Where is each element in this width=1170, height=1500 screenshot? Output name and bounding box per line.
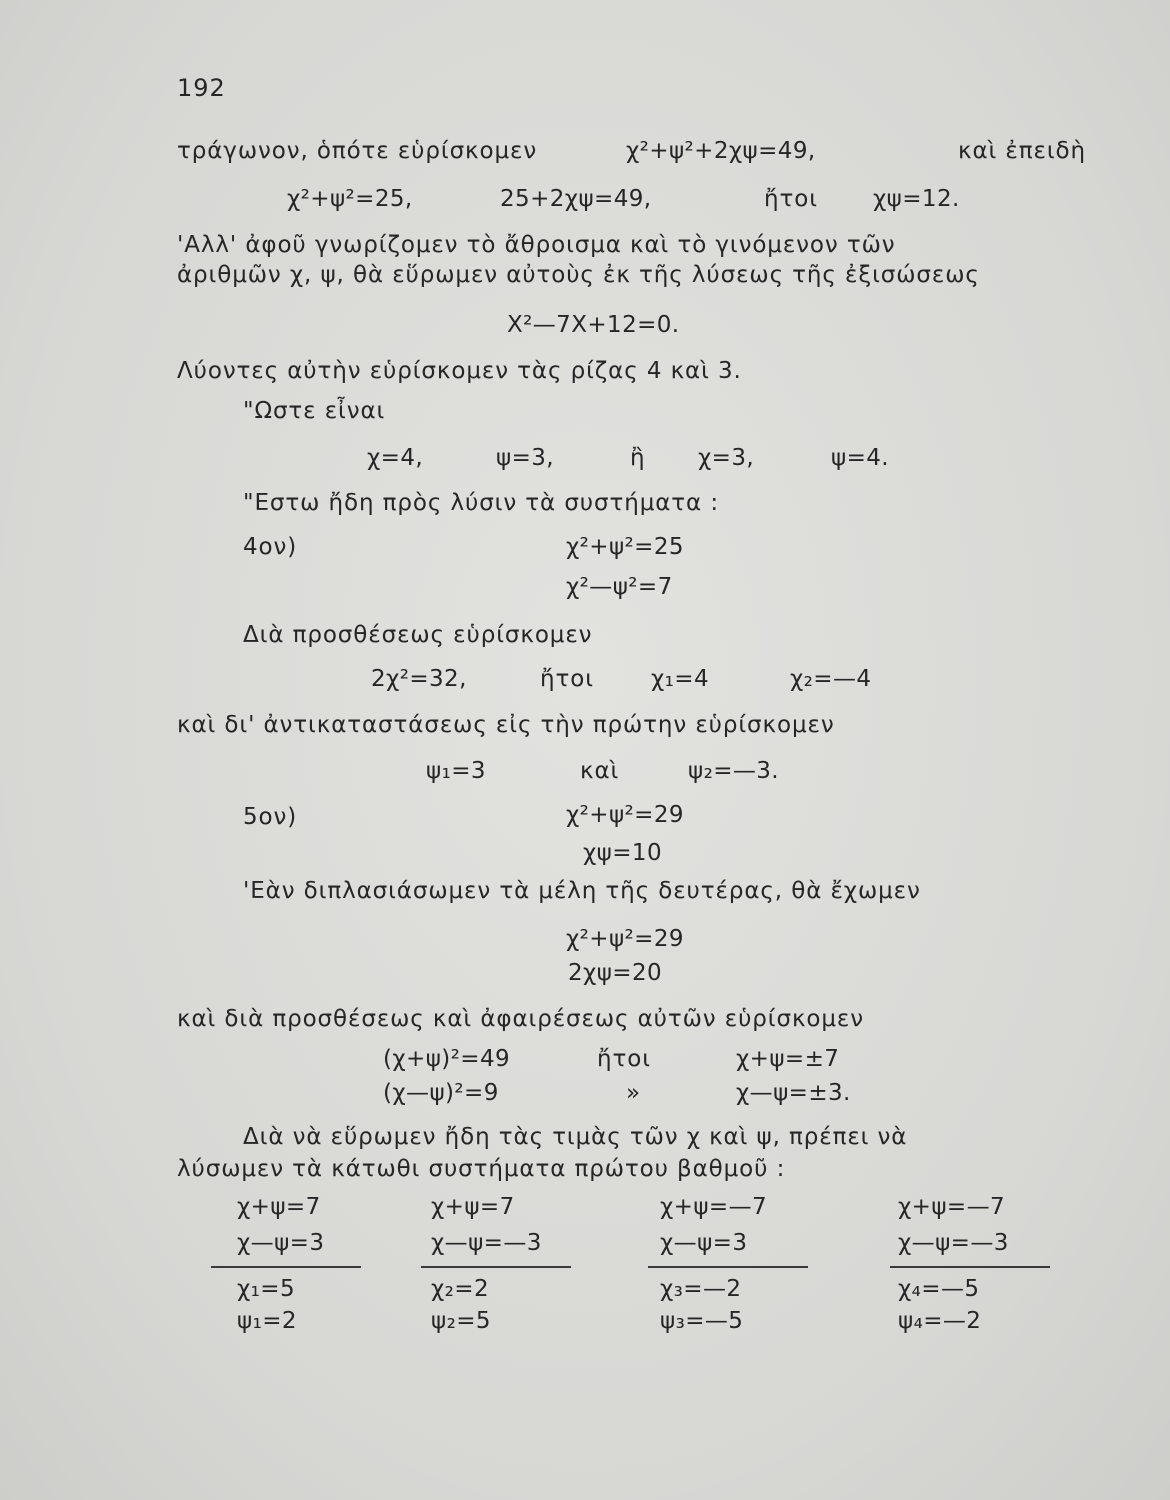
system-3-eq2: χ—ψ=3 <box>660 1230 748 1256</box>
equation: Χ²—7Χ+12=0. <box>507 312 680 338</box>
equation: χ²+ψ²=25, <box>287 186 413 212</box>
text-line: καὶ δι' ἀντικαταστάσεως εἰς τὴν πρώτην εὑρίσκομεν <box>177 712 835 738</box>
equation: ψ₂=—3. <box>688 758 780 784</box>
text-line: ἀριθμῶν χ, ψ, θὰ εὕρωμεν αὐτοὺς ἐκ τῆς λύσεως τῆς ἐξισώσεως <box>177 262 980 288</box>
equation: χ=4, <box>367 445 424 471</box>
system-2-rule <box>421 1266 571 1268</box>
case-label-4: 4ον) <box>243 534 298 560</box>
equation: χ=3, <box>698 445 755 471</box>
equation: (χ—ψ)²=9 <box>383 1080 499 1106</box>
system-1-eq1: χ+ψ=7 <box>237 1194 321 1220</box>
word-kai: καὶ <box>580 758 620 784</box>
equation: χ+ψ=±7 <box>736 1046 840 1072</box>
word-etoi: ἤτοι <box>597 1046 651 1072</box>
system-2-y: ψ₂=5 <box>431 1308 491 1334</box>
text-line: λύσωμεν τὰ κάτωθι συστήματα πρώτου βαθμοῦ : <box>177 1156 786 1182</box>
equation: ψ=4. <box>831 445 889 471</box>
system-1-x: χ₁=5 <box>237 1276 296 1302</box>
system-1-eq2: χ—ψ=3 <box>237 1230 325 1256</box>
text-line: Διὰ νὰ εὕρωμεν ἤδη τὰς τιμὰς τῶν χ καὶ ψ, πρέπει νὰ <box>243 1124 908 1150</box>
equation: 2χψ=20 <box>568 960 663 986</box>
equation: ψ₁=3 <box>426 758 486 784</box>
system-4-y: ψ₄=—2 <box>898 1308 982 1334</box>
system-2-x: χ₂=2 <box>431 1276 490 1302</box>
text-line: καὶ διὰ προσθέσεως καὶ ἀφαιρέσεως αὐτῶν εὑρίσκομεν <box>177 1006 864 1032</box>
system-1-rule <box>211 1266 361 1268</box>
system-4-x: χ₄=—5 <box>898 1276 980 1302</box>
system-3-rule <box>648 1266 808 1268</box>
equation: χ—ψ=±3. <box>736 1080 851 1106</box>
word-or: ἢ <box>630 445 646 471</box>
system-1-y: ψ₁=2 <box>237 1308 297 1334</box>
word-etoi: ἤτοι <box>540 666 594 692</box>
equation: χ²+ψ²=29 <box>566 926 684 952</box>
equation: 2χ²=32, <box>371 666 467 692</box>
text-line: καὶ ἐπειδὴ <box>958 138 1086 164</box>
equation: χ²+ψ²=25 <box>566 534 684 560</box>
text-line: 'Αλλ' ἀφοῦ γνωρίζομεν τὸ ἄθροισμα καὶ τὸ γινόμενον τῶν <box>177 232 896 258</box>
equation: χ²+ψ²=29 <box>566 802 684 828</box>
word-etoi: ἤτοι <box>764 186 818 212</box>
text-line: Λύοντες αὐτὴν εὑρίσκομεν τὰς ρίζας 4 καὶ 3. <box>177 358 742 384</box>
system-2-eq1: χ+ψ=7 <box>431 1194 515 1220</box>
system-3-y: ψ₃=—5 <box>660 1308 744 1334</box>
equation: (χ+ψ)²=49 <box>383 1046 511 1072</box>
equation: 25+2χψ=49, <box>500 186 652 212</box>
text-line: "Ωστε εἶναι <box>243 398 386 424</box>
equation: ψ=3, <box>496 445 554 471</box>
system-4-eq2: χ—ψ=—3 <box>898 1230 1009 1256</box>
text-line: Διὰ προσθέσεως εὑρίσκομεν <box>243 622 593 648</box>
text-line: τράγωνον, ὁπότε εὑρίσκομεν <box>177 138 538 164</box>
page-number: 192 <box>177 74 226 102</box>
equation: χψ=10 <box>583 840 662 866</box>
ditto-mark: » <box>626 1080 641 1106</box>
equation: χ₁=4 <box>651 666 710 692</box>
text-line: "Εστω ἤδη πρὸς λύσιν τὰ συστήματα : <box>243 490 719 516</box>
system-3-x: χ₃=—2 <box>660 1276 742 1302</box>
text-line: 'Εὰν διπλασιάσωμεν τὰ μέλη τῆς δευτέρας, θὰ ἔχωμεν <box>243 878 921 904</box>
system-4-eq1: χ+ψ=—7 <box>898 1194 1006 1220</box>
system-2-eq2: χ—ψ=—3 <box>431 1230 542 1256</box>
equation: χ₂=—4 <box>790 666 872 692</box>
system-3-eq1: χ+ψ=—7 <box>660 1194 768 1220</box>
equation: χ²+ψ²+2χψ=49, <box>626 138 816 164</box>
case-label-5: 5ον) <box>243 804 298 830</box>
equation: χ²—ψ²=7 <box>566 574 673 600</box>
system-4-rule <box>890 1266 1050 1268</box>
equation: χψ=12. <box>873 186 960 212</box>
